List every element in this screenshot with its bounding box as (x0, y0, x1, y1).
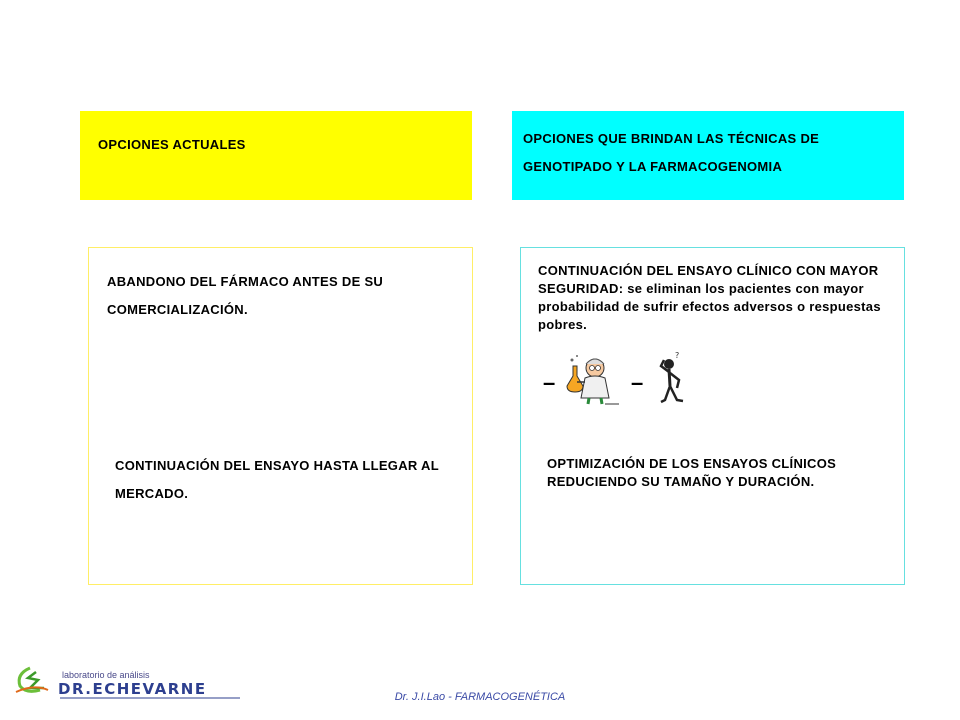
logo-subtitle: laboratorio de análisis (62, 670, 150, 680)
minus-sign: – (543, 370, 556, 395)
footer-credit: Dr. J.I.Lao - FARMACOGENÉTICA (394, 691, 566, 703)
stick-figure-icon (655, 350, 691, 406)
header-genotyping-options (512, 111, 904, 200)
option-abandon-drug: ABANDONO DEL FÁRMACO ANTES DE SU COMERCIALIZACIÓN. (107, 274, 384, 317)
option-optimize-trials: OPTIMIZACIÓN DE LOS ENSAYOS CLÍNICOS REDUCIENDO SU TAMAÑO Y DURACIÓN. (547, 456, 837, 489)
logo-name: DR.ECHEVARNE (58, 680, 207, 698)
header-current-options (80, 111, 472, 200)
header-genotyping-options-label: OPCIONES QUE BRINDAN LAS TÉCNICAS DE GENOTIPADO Y LA FARMACOGENOMIA (523, 131, 820, 174)
minus-sign: – (631, 370, 644, 395)
svg-text:?: ? (675, 351, 680, 360)
option-safer-trial: CONTINUACIÓN DEL ENSAYO CLÍNICO CON MAYOR SEGURIDAD: se eliminan los pacientes con mayor probabilidad de sufrir efectos adversos o respuestas pobres. (538, 263, 881, 332)
genotyping-options-panel (520, 247, 905, 585)
option-continue-trial: CONTINUACIÓN DEL ENSAYO HASTA LLEGAR AL MERCADO. (115, 458, 439, 501)
current-options-panel (88, 247, 473, 585)
header-current-options-label: OPCIONES ACTUALES (98, 137, 246, 152)
scientist-icon (565, 352, 621, 406)
